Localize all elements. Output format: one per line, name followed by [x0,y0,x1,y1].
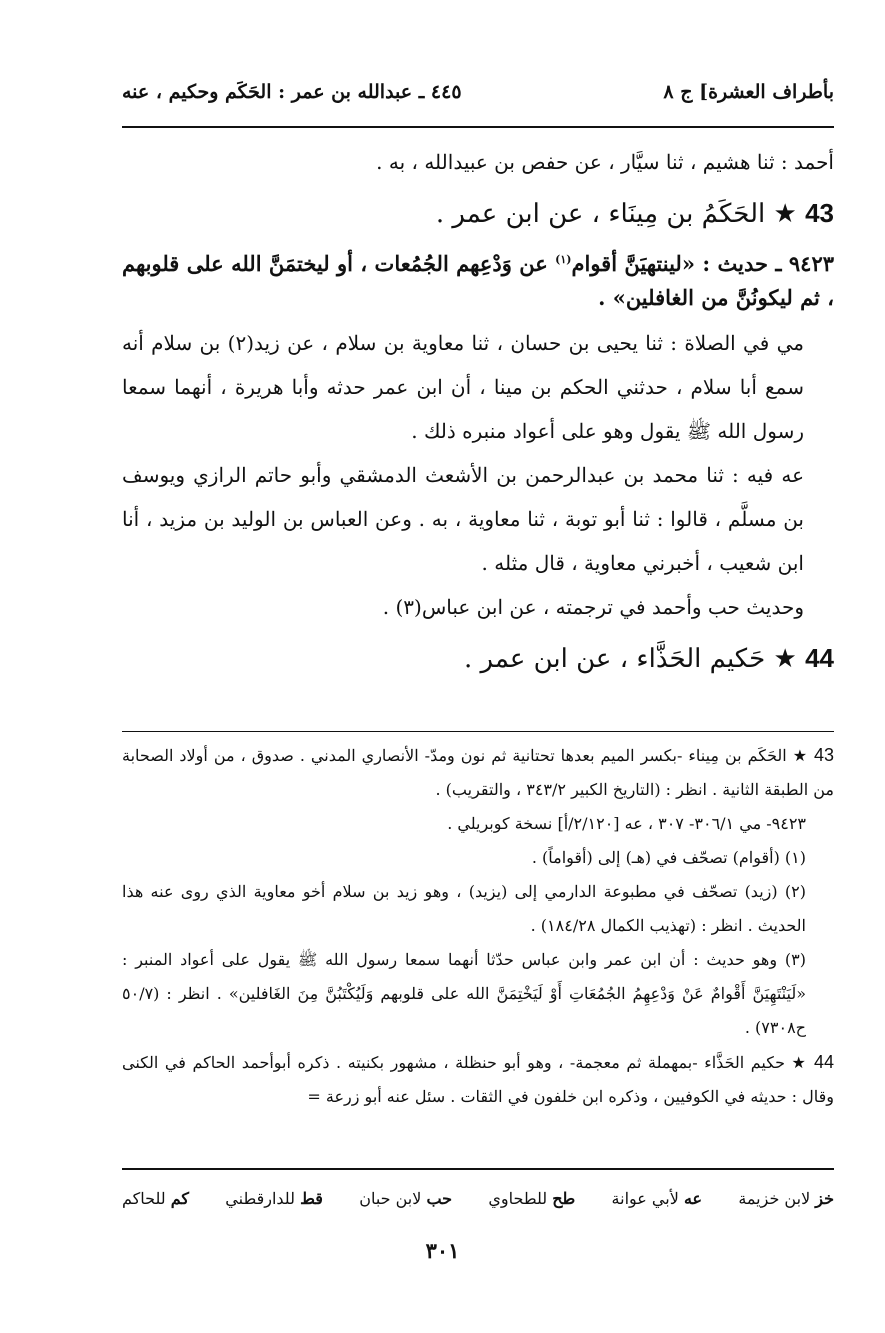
paragraph-ahmad: أحمد : ثنا هشيم ، ثنا سيَّار ، عن حفص بن عبيدالله ، به . [376,150,834,174]
legend-item: خز لابن خزيمة [738,1188,834,1208]
running-header [122,72,834,112]
entry-heading-44 [122,629,834,688]
paragraph-ibn-hibban: وحديث حب وأحمد في ترجمته ، عن ابن عباس(٣) . [382,595,804,619]
legend-item: كم للحاكم [122,1188,189,1208]
footnote-ref-1: (١) [555,253,572,266]
entry-title-43: ★ الحَكَمُ بن مِينَاء ، عن ابن عمر . [435,199,797,229]
footnote-3: (٣) وهو حديث : أن ابن عمر وابن عباس حدّثا أنهما سمعا رسول الله ﷺ يقول على أعواد المنبر : «لَيَنْتَهِيَنَّ أَقْوامٌ عَنْ وَدْعِهِمُ الجُمُعَاتِ أَوْ لَيَخْتِمَنَّ الله على قلوبهم وَلَيُكْتَبُنَّ مِنَ الغَافلين» . انظر : (٥٠/٧ ح٧٣٠٨) . [122,950,806,1037]
header-book-title: بأطراف العشرة] ج ٨ [663,81,834,103]
entry-number-44: 44 [805,643,834,673]
hadith-text: «لينتهيَنَّ أقوام [571,251,695,276]
entry-heading-43 [122,184,834,243]
header-rule [122,126,834,128]
abbreviation-legend [122,1178,834,1218]
main-text [122,140,834,688]
legend-item: طح للطحاوي [488,1188,576,1208]
hadith-number: ٩٤٢٣ ـ [775,251,835,276]
legend-item: قط للدارقطني [225,1188,323,1208]
legend-item: حب لابن حبان [359,1188,453,1208]
hadith-heading [122,243,834,315]
footnote-43: 43 ★ الحَكَم بن مِيناء -بكسر الميم بعدها تحتانية ثم نون ومدّ- الأنصاري المدني . صدوق ، من أولاد الصحابة من الطبقة الثانية . انظر : (التاريخ الكبير ٣٤٣/٢ ، والتقريب) . [122,745,835,799]
page-number: ٣٠١ [425,1238,460,1263]
hadith-label: حديث : [702,251,768,276]
header-section-title: ٤٤٥ ـ عبدالله بن عمر : الحَكَم وحكيم ، عنه [122,81,462,103]
legend-item: عه لأبي عوانة [611,1188,703,1208]
footnote-1: (١) (أقوام) تصحّف في (هـ) إلى (أقواماً) . [531,848,806,867]
legend-rule [122,1168,834,1170]
entry-title-44: ★ حَكيم الحَذَّاء ، عن ابن عمر . [463,644,797,674]
entry-number-43: 43 [805,198,834,228]
paragraph-darimi: مي في الصلاة : ثنا يحيى بن حسان ، ثنا معاوية بن سلام ، عن زيد(٢) بن سلام أنه سمع أبا سلام ، حدثني الحكم بن مينا ، أن ابن عمر حدثه وأبا هريرة ، أنهما سمعا رسول الله ﷺ يقول وهو على أعواد منبره ذلك . [122,331,804,443]
hadith-text-continued: عن وَدْعِهم الجُمُعات ، أو ليختمَنَّ الله على قلوبهم ، ثم ليكونُنَّ من الغافلين» . [122,251,834,310]
paragraph-abu-awana: عه فيه : ثنا محمد بن عبدالرحمن بن الأشعث الدمشقي وأبو حاتم الرازي ويوسف بن مسلَّم ، قالوا : ثنا أبو توبة ، ثنا معاوية ، به . وعن العباس بن الوليد بن مزيد ، أنا ابن شعيب ، أخبرني معاوية ، قال مثله . [122,463,805,575]
footnote-44: 44 ★ حكيم الحَذَّاء -بمهملة ثم معجمة- ، وهو أبو حنظلة ، مشهور بكنيته . ذكره أبوأحمد الحاكم في الكنى وقال : حديثه في الكوفيين ، وذكره ابن خلفون في الثقات . سئل عنه أبو زرعة = [122,1052,834,1106]
footnotes [122,738,834,1114]
footnote-9423: ٩٤٢٣- مي ٣٠٦/١- ٣٠٧ ، عه [٢/١٢٠/أ] نسخة كوبريلي . [447,814,806,833]
footnote-rule [122,731,834,732]
footnote-2: (٢) (زيد) تصحّف في مطبوعة الدارمي إلى (يزيد) ، وهو زيد بن سلام أخو معاوية الذي روى عنه هذا الحديث . انظر : (تهذيب الكمال ١٨٤/٢٨) . [122,882,806,935]
